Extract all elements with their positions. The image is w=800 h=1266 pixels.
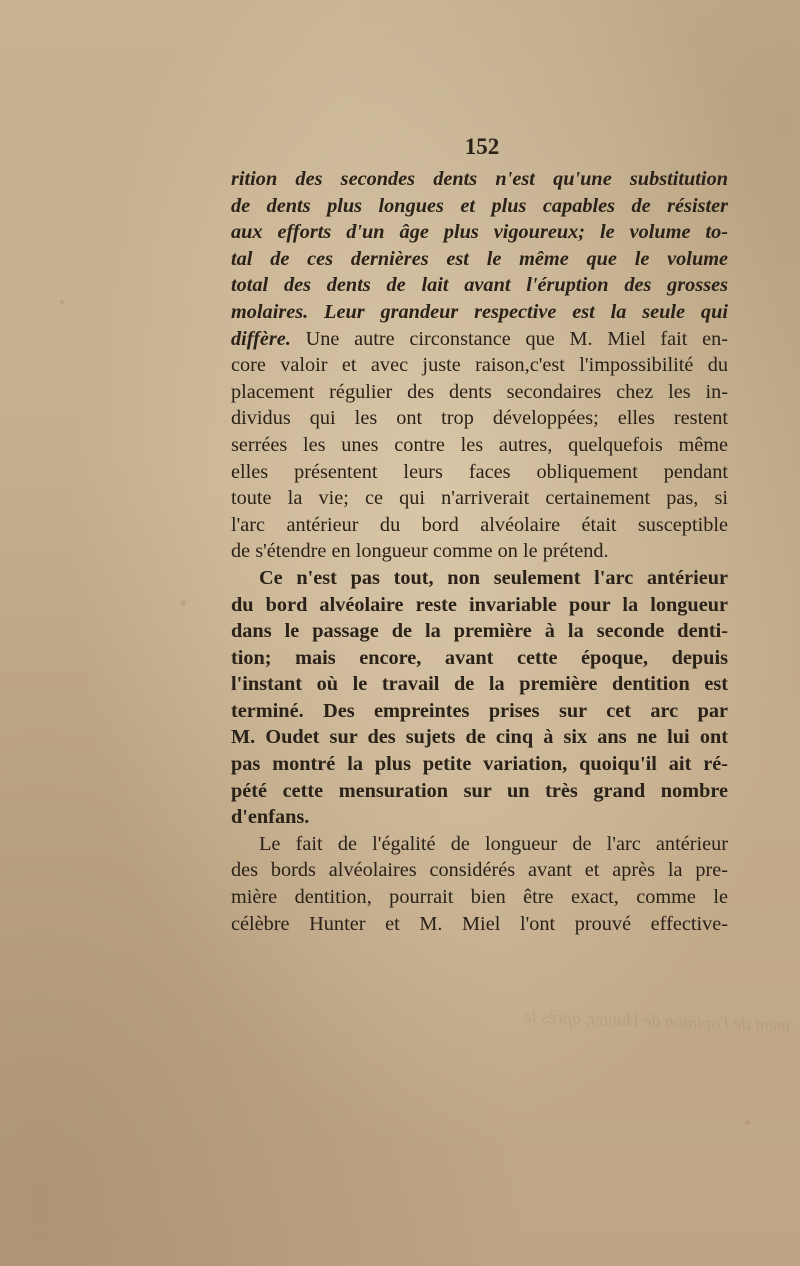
text-line: aux efforts d'un âge plus vigoureux; le volume to- — [231, 221, 728, 244]
paper-stain — [745, 1120, 750, 1125]
text-line: molaires. Leur grandeur respective est la seule qui — [231, 300, 728, 323]
text-line: pété cette mensuration sur un très grand nombre — [231, 779, 728, 802]
text-line: Ce n'est pas tout, non seulement l'arc antérieur — [259, 566, 728, 589]
text-line: l'instant où le travail de la première dentition est — [231, 673, 728, 696]
text-line: rition des secondes dents n'est qu'une substitution — [231, 168, 728, 190]
text-line: core valoir et avec juste raison,c'est l'impossibilité du — [231, 354, 728, 377]
italic-phrase: diffère. — [231, 327, 291, 350]
text-line: serrées les unes contre les autres, quelquefois même — [231, 433, 728, 456]
paper-stain — [60, 300, 64, 304]
bleed-through-text: ment de l'opinion de Hunter, après le — [523, 1006, 791, 1036]
text-line: tion; mais encore, avant cette époque, depuis — [231, 646, 728, 669]
text-line: toute la vie; ce qui n'arriverait certainement pas, si — [231, 487, 728, 510]
text-line: des bords alvéolaires considérés avant et après la pre- — [231, 859, 728, 882]
text-line: de dents plus longues et plus capables de résister — [231, 194, 728, 217]
text-line: tal de ces dernières est le même que le volume — [231, 247, 728, 270]
text-line: elles présentent leurs faces obliquement pendant — [231, 460, 728, 483]
text-line — [231, 326, 728, 353]
text-line: pas montré la plus petite variation, quoiqu'il ait ré- — [231, 753, 728, 776]
text-line: M. Oudet sur des sujets de cinq à six ans ne lui ont — [231, 726, 728, 749]
text-line: mière dentition, pourrait bien être exact, comme le — [231, 886, 728, 909]
text-line: dividus qui les ont trop développées; elles restent — [231, 407, 728, 430]
page-number: 152 — [464, 134, 500, 159]
roman-phrase: Une autre circonstance que M. Miel fait en- — [290, 327, 728, 350]
text-line: Le fait de l'égalité de longueur de l'arc antérieur — [259, 832, 728, 855]
body-text — [231, 166, 728, 937]
text-line: dans le passage de la première à la seconde denti- — [231, 620, 728, 643]
text-line: l'arc antérieur du bord alvéolaire était susceptible — [231, 513, 728, 536]
text-line: d'enfans. — [231, 806, 310, 829]
text-line: total des dents de lait avant l'éruption des grosses — [231, 274, 728, 297]
text-line: célèbre Hunter et M. Miel l'ont prouvé effective- — [231, 912, 728, 935]
text-line: terminé. Des empreintes prises sur cet arc par — [231, 699, 728, 722]
text-line: placement régulier des dents secondaires chez les in- — [231, 380, 728, 403]
text-line: du bord alvéolaire reste invariable pour la longueur — [231, 593, 728, 616]
paper-stain — [180, 600, 186, 606]
text-line: de s'étendre en longueur comme on le prétend. — [231, 540, 609, 563]
